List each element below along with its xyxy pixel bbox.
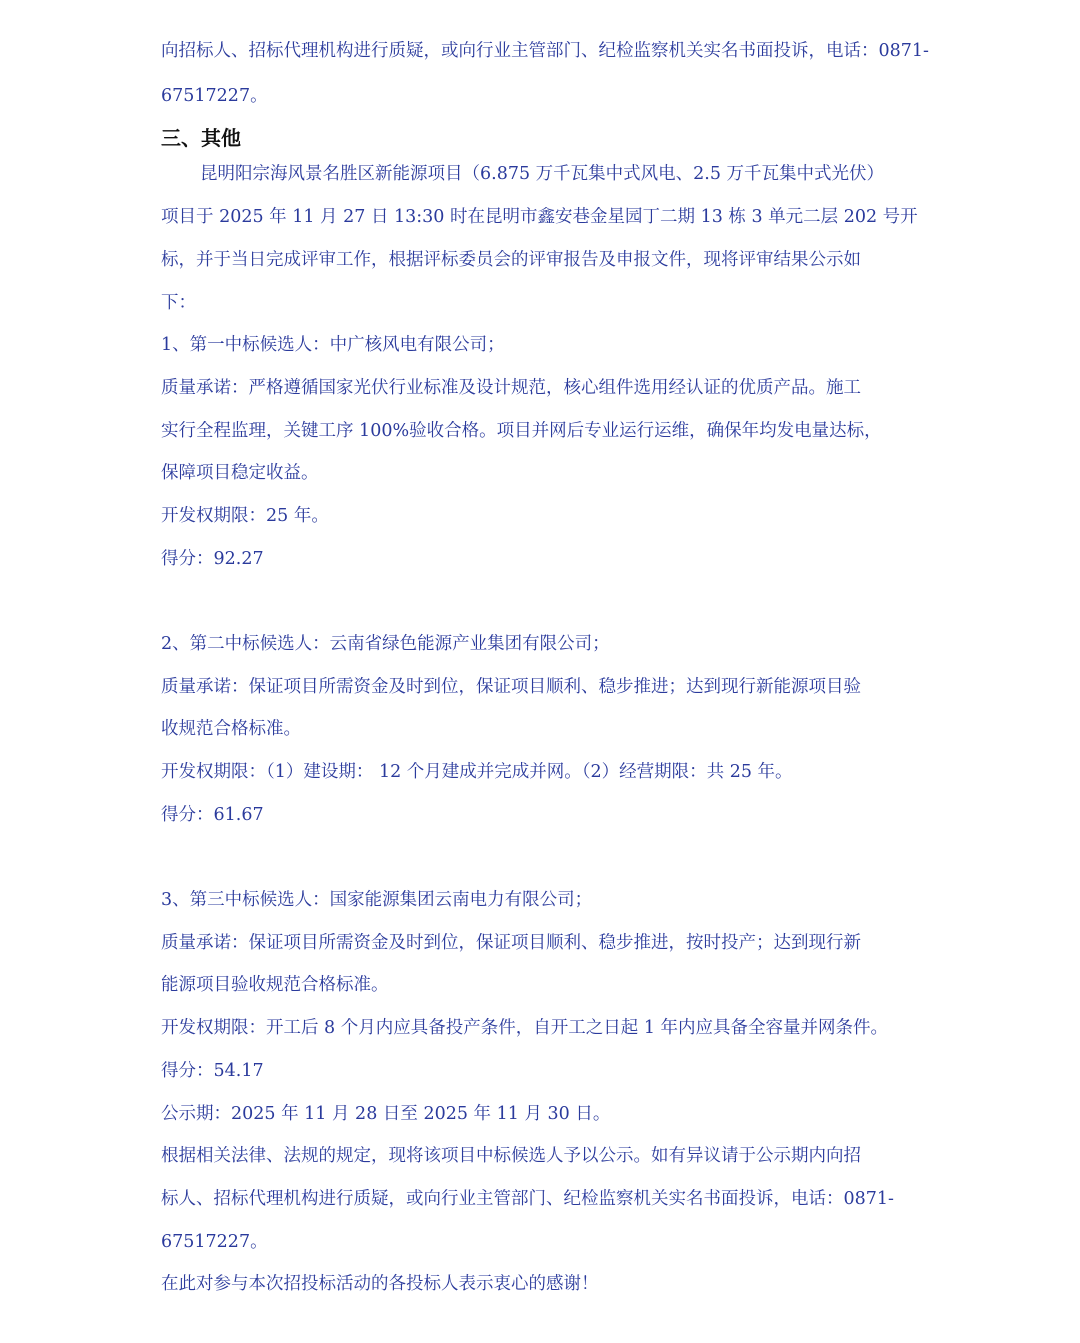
candidate-3-score: 得分：54.17 <box>161 1061 264 1081</box>
section-heading: 三、其他 <box>161 126 241 150</box>
paragraph-line-4: 下： <box>161 293 196 313</box>
publicity-period: 公示期：2025 年 11 月 28 日至 2025 年 11 月 30 日。 <box>161 1104 611 1124</box>
candidate-2-quality-line-1: 质量承诺：保证项目所需资金及时到位，保证项目顺利、稳步推进；达到现行新能源项目验 <box>161 677 861 697</box>
candidate-2-quality-line-2: 收规范合格标准。 <box>161 719 301 739</box>
candidate-2-period: 开发权期限：（1）建设期： 12 个月建成并完成并网。（2）经营期限：共 25 年。 <box>161 762 793 782</box>
closing-line-1: 根据相关法律、法规的规定，现将该项目中标候选人予以公示。如有异议请于公示期内向招 <box>161 1146 861 1166</box>
candidate-3-period: 开发权期限：开工后 8 个月内应具备投产条件，自开工之日起 1 年内应具备全容量并网条件。 <box>161 1018 889 1038</box>
closing-line-3: 67517227。 <box>161 1232 268 1252</box>
candidate-3-title: 3、第三中标候选人：国家能源集团云南电力有限公司； <box>161 890 593 910</box>
candidate-3-quality-line-1: 质量承诺：保证项目所需资金及时到位，保证项目顺利、稳步推进，按时投产；达到现行新 <box>161 933 861 953</box>
intro-line-2: 67517227。 <box>161 86 268 106</box>
thanks-line: 在此对参与本次招投标活动的各投标人表示衷心的感谢！ <box>161 1274 599 1294</box>
candidate-1-quality-line-2: 实行全程监理，关键工序 100%验收合格。项目并网后专业运行运维，确保年均发电量达标， <box>161 421 882 441</box>
candidate-1-score: 得分：92.27 <box>161 549 264 569</box>
candidate-1-period: 开发权期限：25 年。 <box>161 506 329 526</box>
candidate-1-title: 1、第一中标候选人：中广核风电有限公司； <box>161 335 505 355</box>
candidate-1-quality-line-1: 质量承诺：严格遵循国家光伏行业标准及设计规范，核心组件选用经认证的优质产品。施工 <box>161 378 861 398</box>
candidate-1-quality-line-3: 保障项目稳定收益。 <box>161 463 319 483</box>
intro-line-1: 向招标人、招标代理机构进行质疑，或向行业主管部门、纪检监察机关实名书面投诉，电话：0871- <box>161 41 929 61</box>
candidate-2-score: 得分：61.67 <box>161 805 264 825</box>
paragraph-line-3: 标，并于当日完成评审工作，根据评标委员会的评审报告及申报文件，现将评审结果公示如 <box>161 250 861 270</box>
candidate-2-title: 2、第二中标候选人：云南省绿色能源产业集团有限公司； <box>161 634 610 654</box>
paragraph-line-2: 项目于 2025 年 11 月 27 日 13:30 时在昆明市鑫安巷金星园丁二期 13 栋 3 单元二层 202 号开 <box>161 207 918 227</box>
closing-line-2: 标人、招标代理机构进行质疑，或向行业主管部门、纪检监察机关实名书面投诉，电话：0871- <box>161 1189 894 1209</box>
candidate-3-quality-line-2: 能源项目验收规范合格标准。 <box>161 975 389 995</box>
paragraph-line-1: 昆明阳宗海风景名胜区新能源项目（6.875 万千瓦集中式风电、2.5 万千瓦集中式光伏） <box>200 164 885 184</box>
